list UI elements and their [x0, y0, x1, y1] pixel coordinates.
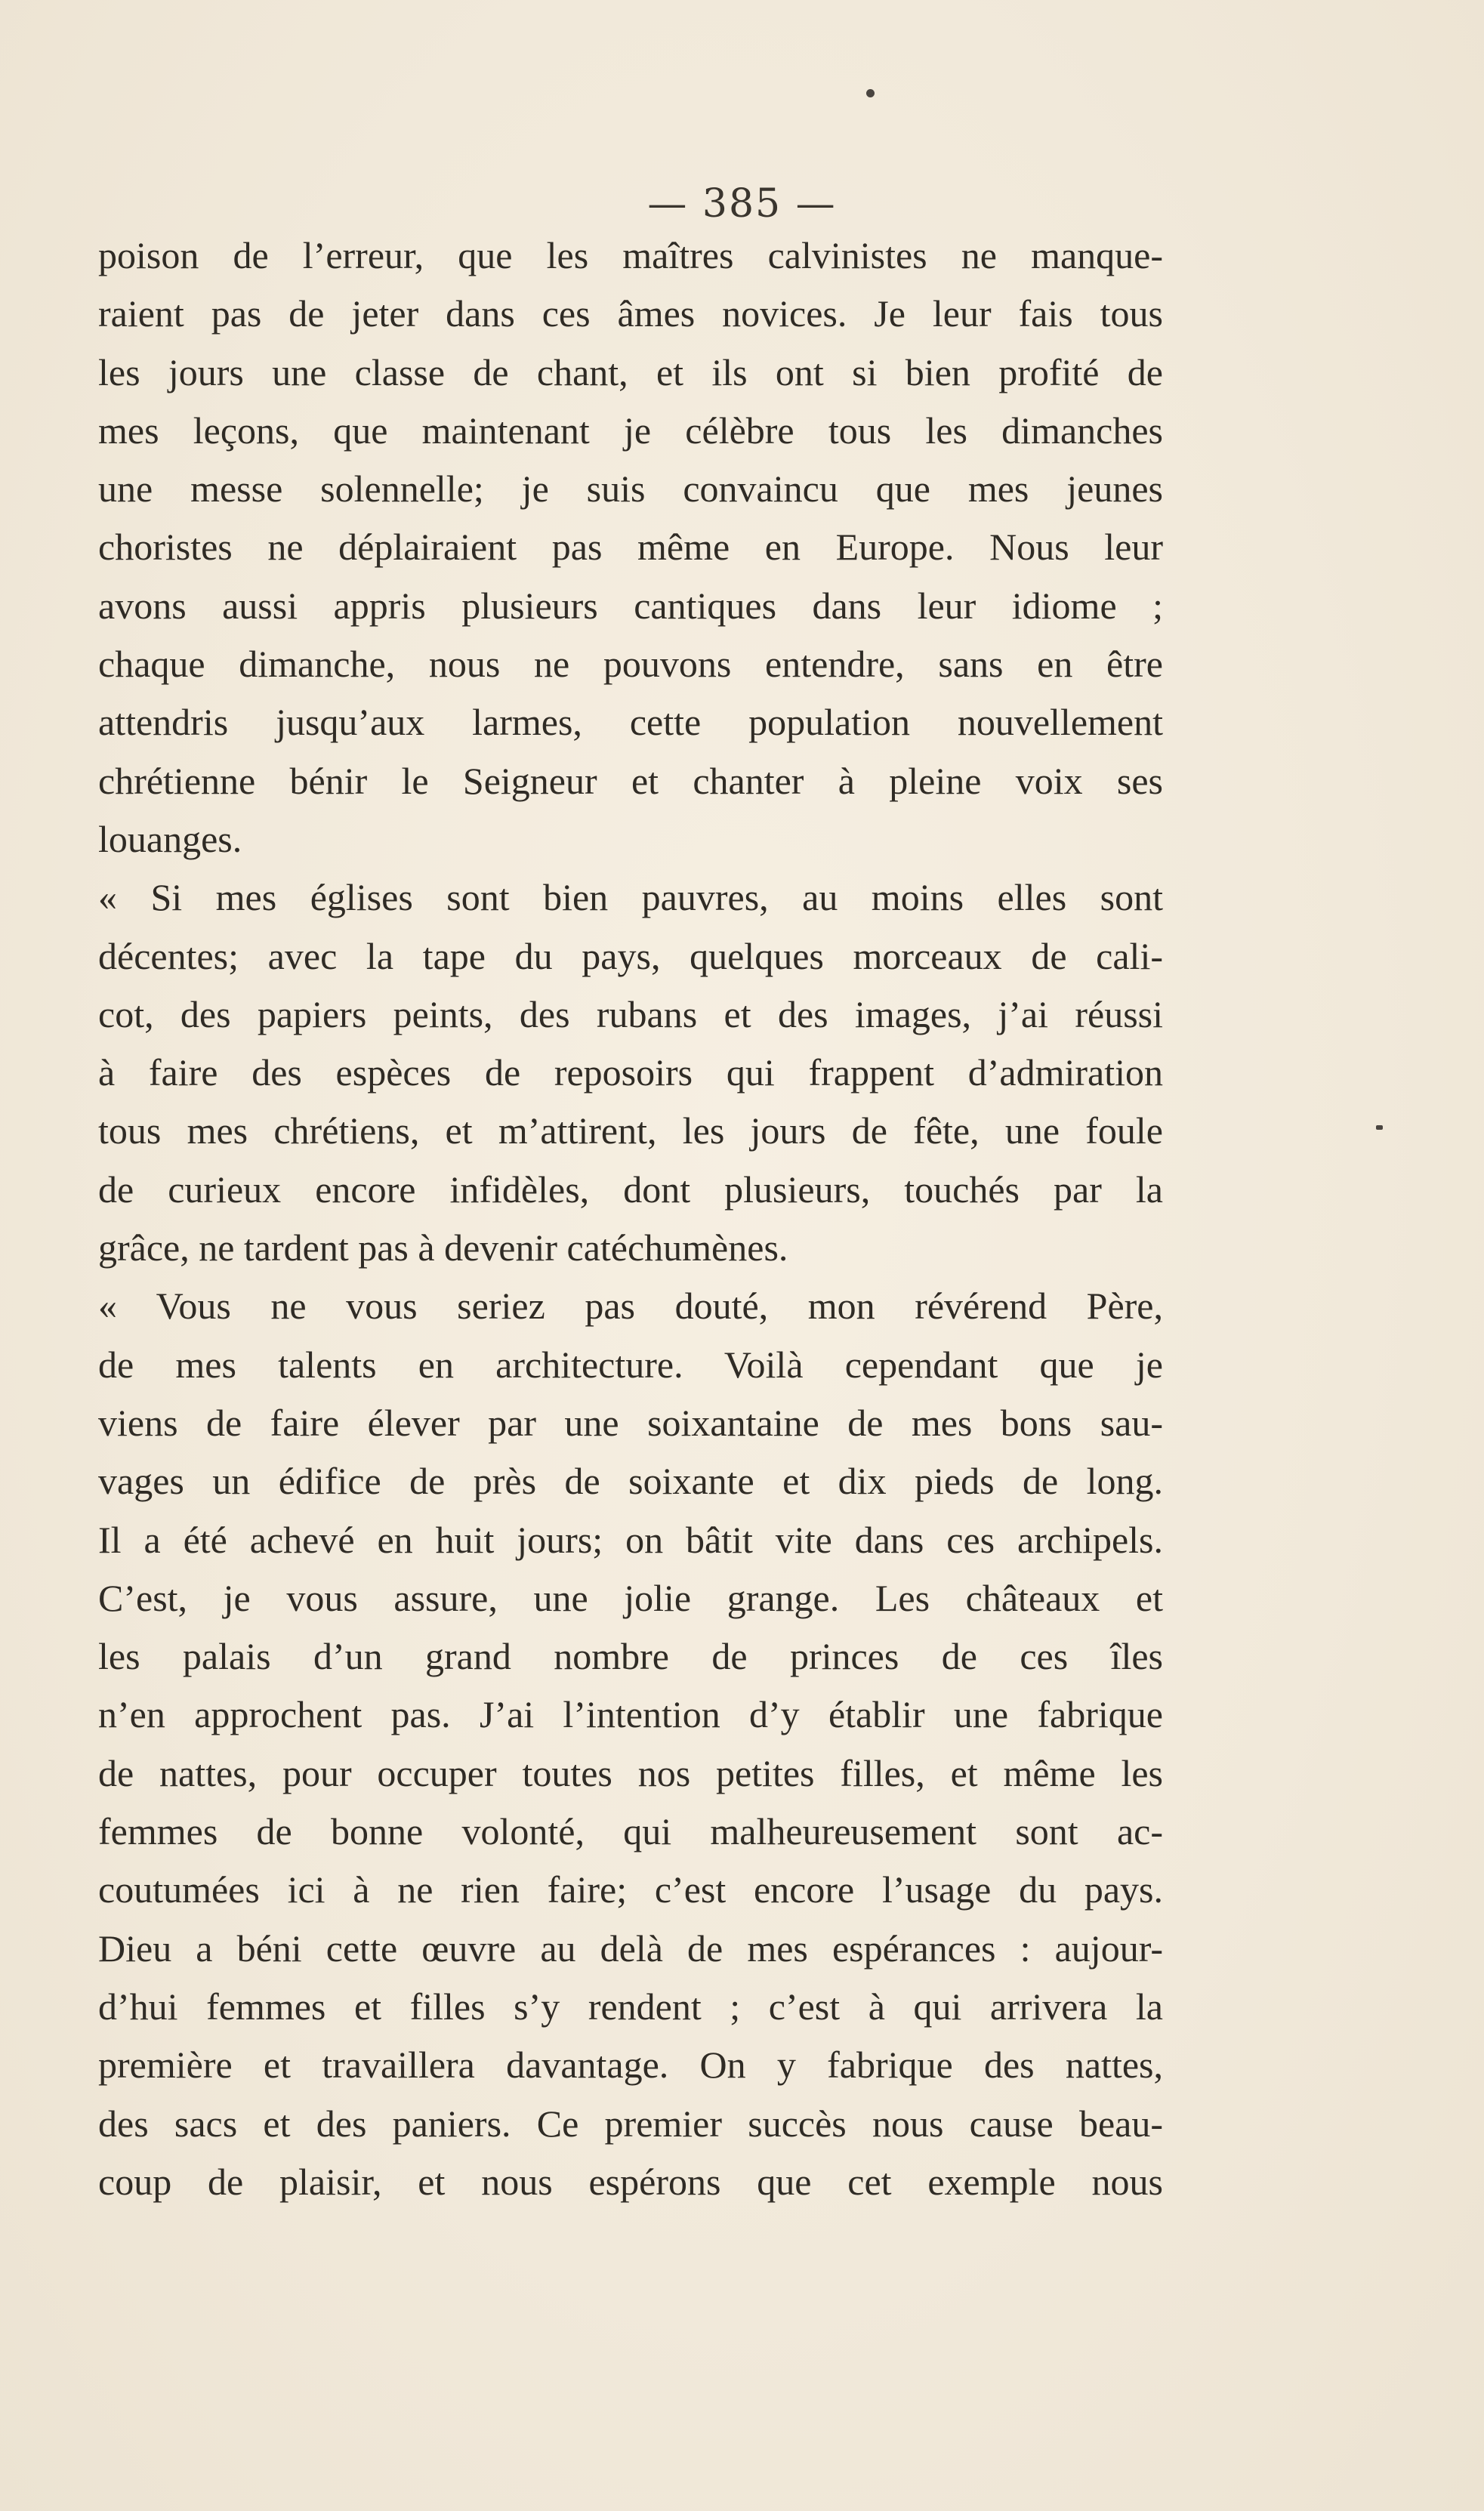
text-line: grâce, ne tardent pas à devenir catéchumènes. [98, 1226, 788, 1269]
text-line: avons aussi appris plusieurs cantiques dans leur idiome ; [98, 584, 1163, 627]
text-line: de mes talents en architecture. Voilà cependant que je [98, 1343, 1163, 1386]
text-line: chaque dimanche, nous ne pouvons entendre, sans en être [98, 643, 1163, 686]
text-line: une messe solennelle; je suis convaincu que mes jeunes [98, 467, 1163, 511]
text-line: vages un édifice de près de soixante et dix pieds de long. [98, 1460, 1163, 1503]
text-line: viens de faire élever par une soixantaine de mes bons sau- [98, 1401, 1163, 1444]
text-line: raient pas de jeter dans ces âmes novices. Je leur fais tous [98, 292, 1163, 335]
text-line: poison de l’erreur, que les maîtres calvinistes ne manque- [98, 234, 1163, 276]
text-line: de nattes, pour occuper toutes nos petites filles, et même les [98, 1751, 1163, 1794]
ink-speck-top [866, 89, 875, 97]
text-line: des sacs et des paniers. Ce premier succès nous cause beau- [98, 2102, 1163, 2145]
text-line: à faire des espèces de reposoirs qui frappent d’admiration [98, 1051, 1163, 1094]
text-line: C’est, je vous assure, une jolie grange. Les châteaux et [98, 1576, 1163, 1619]
text-line: femmes de bonne volonté, qui malheureusement sont ac- [98, 1810, 1163, 1853]
text-line: n’en approchent pas. J’ai l’intention d’y établir une fabrique [98, 1693, 1163, 1736]
text-line: « Si mes églises sont bien pauvres, au moins elles sont [98, 876, 1163, 919]
text-line: cot, des papiers peints, des rubans et des images, j’ai réussi [98, 992, 1163, 1035]
text-line: attendris jusqu’aux larmes, cette population nouvellement [98, 701, 1163, 744]
text-line: coutumées ici à ne rien faire; c’est encore l’usage du pays. [98, 1868, 1163, 1911]
text-line: louanges. [98, 817, 242, 860]
text-line: les jours une classe de chant, et ils ont si bien profité de [98, 350, 1163, 393]
text-line: première et travaillera davantage. On y fabrique des nattes, [98, 2044, 1163, 2087]
text-line: mes leçons, que maintenant je célèbre tous les dimanches [98, 409, 1163, 452]
ink-speck-margin [1376, 1125, 1383, 1130]
page-number: — 385 — [647, 181, 837, 227]
body-text [98, 227, 1163, 2211]
text-line: Il a été achevé en huit jours; on bâtit vite dans ces archipels. [98, 1518, 1163, 1561]
text-line: les palais d’un grand nombre de princes de ces îles [98, 1635, 1163, 1678]
text-line: de curieux encore infidèles, dont plusieurs, touchés par la [98, 1168, 1163, 1211]
text-line: « Vous ne vous seriez pas douté, mon révérend Père, [98, 1285, 1163, 1328]
text-line: tous mes chrétiens, et m’attirent, les jours de fête, une foule [98, 1109, 1163, 1152]
text-line: d’hui femmes et filles s’y rendent ; c’est à qui arrivera la [98, 1985, 1163, 2028]
text-line: décentes; avec la tape du pays, quelques morceaux de cali- [98, 934, 1163, 977]
text-line: coup de plaisir, et nous espérons que cet exemple nous [98, 2160, 1163, 2203]
text-line: Dieu a béni cette œuvre au delà de mes espérances : aujour- [98, 1926, 1163, 1970]
text-line: choristes ne déplairaient pas même en Europe. Nous leur [98, 526, 1163, 569]
text-line: chrétienne bénir le Seigneur et chanter à pleine voix ses [98, 759, 1163, 802]
